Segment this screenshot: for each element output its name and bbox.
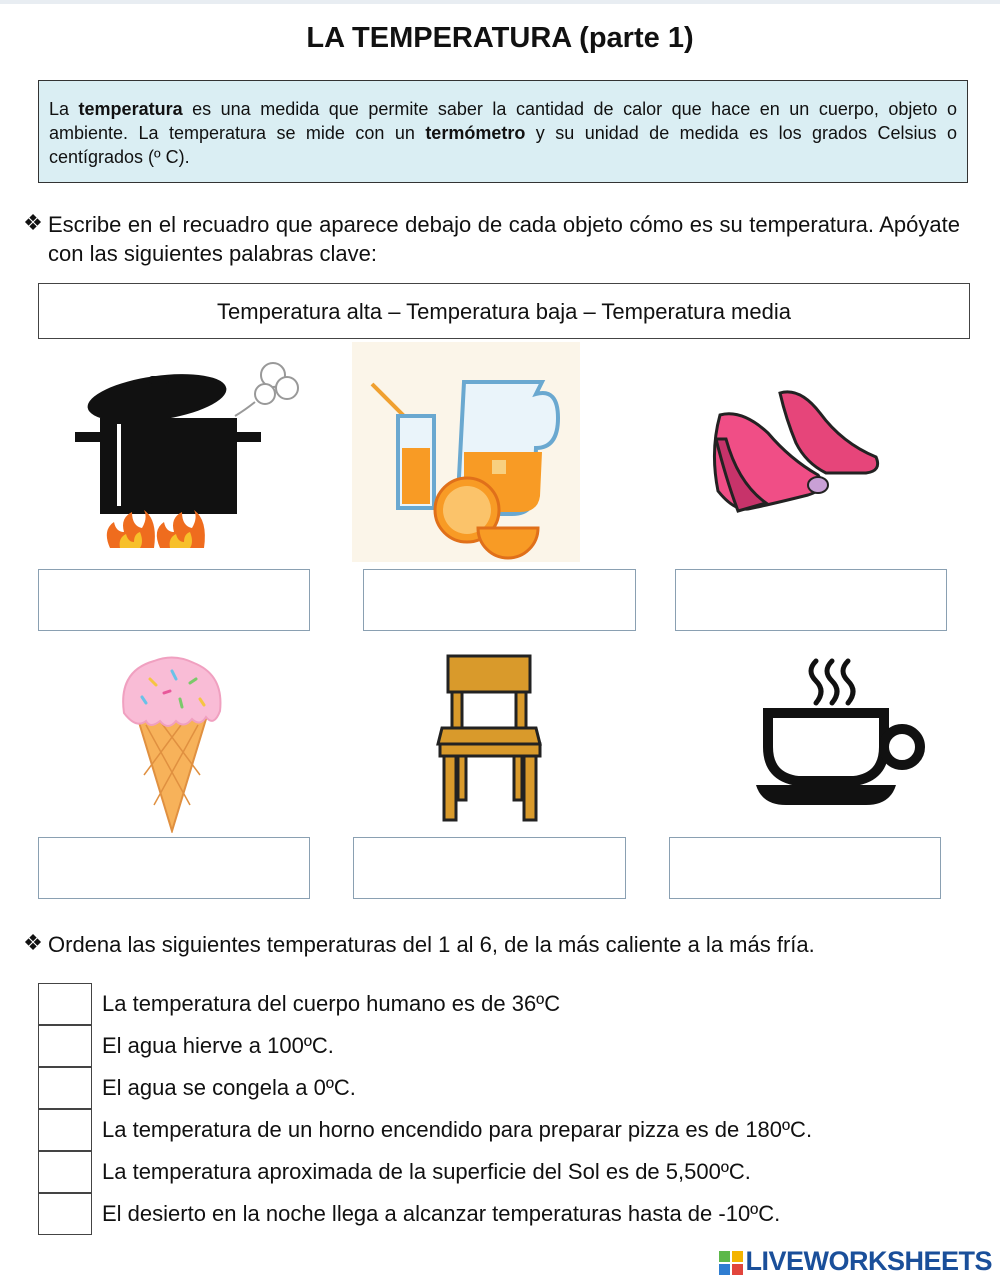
page-title: LA TEMPERATURA (parte 1) bbox=[306, 22, 694, 54]
pot-on-fire-image bbox=[65, 350, 305, 555]
instruction-2: Ordena las siguientes temperaturas del 1 al 6, de la más caliente a la más fría. bbox=[48, 932, 815, 957]
order-input-6[interactable] bbox=[38, 1193, 92, 1235]
chair-image bbox=[436, 654, 544, 822]
order-input-1[interactable] bbox=[38, 983, 92, 1025]
order-item-4: La temperatura de un horno encendido para preparar pizza es de 180ºC. bbox=[102, 1117, 813, 1142]
answer-box-6[interactable] bbox=[669, 837, 941, 899]
order-item-1: La temperatura del cuerpo humano es de 36ºC bbox=[102, 991, 561, 1016]
order-input-5[interactable] bbox=[38, 1151, 92, 1193]
order-item-2: El agua hierve a 100ºC. bbox=[102, 1033, 334, 1058]
brand-text: LIVEWORKSHEETS bbox=[745, 1246, 992, 1276]
orange-juice-image bbox=[352, 342, 580, 562]
answer-box-1[interactable] bbox=[38, 569, 310, 631]
instruction-1: Escribe en el recuadro que aparece debajo de cada objeto cómo es su temperatura. Apóyate con las siguientes palabras clave: bbox=[48, 212, 960, 266]
definition-bold-2: termómetro bbox=[425, 123, 526, 143]
definition-text-3: y su unidad de medida es los grados Celsius o centígrados (º C). bbox=[49, 123, 958, 167]
answer-box-3[interactable] bbox=[675, 569, 947, 631]
answer-box-5[interactable] bbox=[353, 837, 626, 899]
pink-shoes-image bbox=[710, 385, 880, 520]
definition-box bbox=[38, 80, 968, 183]
diamond-bullet-icon: ❖ bbox=[23, 930, 43, 955]
definition-bold-1: temperatura bbox=[78, 99, 183, 119]
diamond-bullet-icon: ❖ bbox=[23, 210, 43, 235]
order-input-3[interactable] bbox=[38, 1067, 92, 1109]
hot-cup-image bbox=[750, 655, 930, 813]
liveworksheets-logo-icon bbox=[719, 1251, 743, 1275]
order-item-3: El agua se congela a 0ºC. bbox=[102, 1075, 356, 1100]
liveworksheets-logo bbox=[719, 1246, 992, 1277]
order-item-6: El desierto en la noche llega a alcanzar temperaturas hasta de -10ºC. bbox=[102, 1201, 781, 1226]
answer-box-4[interactable] bbox=[38, 837, 310, 899]
order-input-2[interactable] bbox=[38, 1025, 92, 1067]
order-input-4[interactable] bbox=[38, 1109, 92, 1151]
ice-cream-image bbox=[120, 655, 224, 833]
definition-text-1: La bbox=[49, 99, 79, 119]
order-item-5: La temperatura aproximada de la superficie del Sol es de 5,500ºC. bbox=[102, 1159, 751, 1184]
answer-box-2[interactable] bbox=[363, 569, 636, 631]
top-edge bbox=[0, 0, 1000, 4]
keywords-box: Temperatura alta – Temperatura baja – Temperatura media bbox=[38, 283, 970, 339]
definition-text-2: es una medida que permite saber la cantidad de calor que hace en un cuerpo, objeto o ambiente. La temperatura se mide con un bbox=[49, 99, 957, 143]
